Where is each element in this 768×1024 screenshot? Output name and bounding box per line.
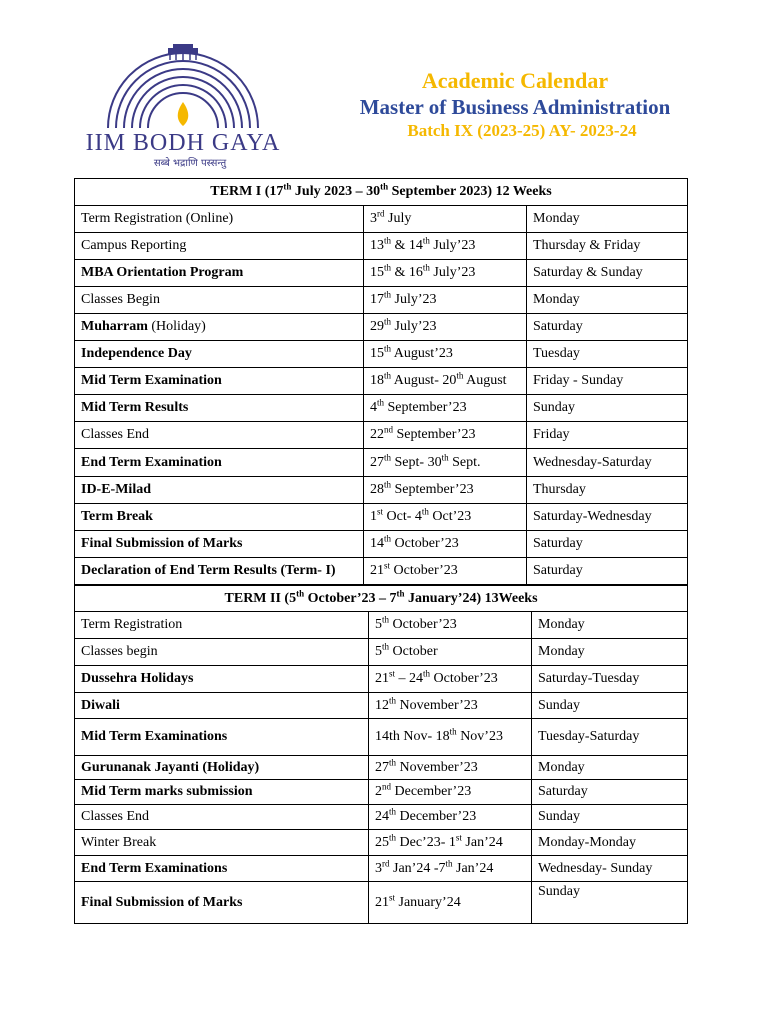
- event-cell: ID-E-Milad: [75, 477, 364, 504]
- table-row: [75, 477, 688, 504]
- batch-title: Batch IX (2023-25) AY- 2023-24: [407, 121, 637, 140]
- event-cell: Mid Term Results: [75, 395, 364, 422]
- event-cell: End Term Examination: [75, 449, 364, 477]
- event-cell: End Term Examinations: [75, 856, 369, 882]
- table-row: [75, 805, 688, 830]
- event-cell: Muharram (Holiday): [75, 314, 364, 341]
- day-cell: Wednesday-Saturday: [527, 449, 688, 477]
- day-cell: Saturday & Sunday: [527, 260, 688, 287]
- term-heading-row: [75, 586, 688, 612]
- date-cell: 2nd December’23: [369, 780, 532, 805]
- table-row: [75, 368, 688, 395]
- term2-table: [74, 585, 688, 924]
- page-title: Academic Calendar: [421, 68, 609, 93]
- logo-name: IIM BODH GAYA: [85, 130, 281, 156]
- logo-tagline: सब्बे भद्राणि पस्सन्तु: [153, 158, 227, 169]
- date-cell: 5th October’23: [369, 612, 532, 639]
- event-cell: Independence Day: [75, 341, 364, 368]
- day-cell: Friday: [527, 422, 688, 449]
- event-cell: Classes End: [75, 805, 369, 830]
- date-cell: 15th & 16th July’23: [364, 260, 527, 287]
- table-row: [75, 422, 688, 449]
- date-cell: 3rd July: [364, 206, 527, 233]
- event-cell: Term Registration: [75, 612, 369, 639]
- event-cell: Classes Begin: [75, 287, 364, 314]
- table-row: [75, 260, 688, 287]
- table-row: [75, 504, 688, 531]
- day-cell: Sunday: [532, 805, 688, 830]
- day-cell: Saturday: [527, 531, 688, 558]
- date-cell: 28th September’23: [364, 477, 527, 504]
- day-cell: Saturday: [527, 558, 688, 585]
- date-cell: 17th July’23: [364, 287, 527, 314]
- iim-bodh-gaya-logo: [78, 42, 288, 172]
- table-row: [75, 666, 688, 693]
- table-row: [75, 206, 688, 233]
- term1-table: [74, 178, 688, 585]
- day-cell: Monday: [527, 206, 688, 233]
- table-row: [75, 856, 688, 882]
- table-row: [75, 639, 688, 666]
- event-cell: Diwali: [75, 693, 369, 719]
- day-cell: Tuesday: [527, 341, 688, 368]
- table-row: [75, 756, 688, 780]
- table-row: [75, 719, 688, 756]
- date-cell: 25th Dec’23- 1st Jan’24: [369, 830, 532, 856]
- date-cell: 13th & 14th July’23: [364, 233, 527, 260]
- table-row: [75, 341, 688, 368]
- day-cell: Tuesday-Saturday: [532, 719, 688, 756]
- day-cell: Monday: [527, 287, 688, 314]
- table-row: [75, 395, 688, 422]
- table-row: [75, 780, 688, 805]
- term-heading-row: [75, 179, 688, 206]
- date-cell: 27th Sept- 30th Sept.: [364, 449, 527, 477]
- day-cell: Saturday-Wednesday: [527, 504, 688, 531]
- event-cell: Final Submission of Marks: [75, 882, 369, 924]
- event-cell: Mid Term marks submission: [75, 780, 369, 805]
- day-cell: Friday - Sunday: [527, 368, 688, 395]
- date-cell: 3rd Jan’24 -7th Jan’24: [369, 856, 532, 882]
- day-cell: Thursday & Friday: [527, 233, 688, 260]
- table-row: [75, 612, 688, 639]
- event-cell: Winter Break: [75, 830, 369, 856]
- day-cell: Monday: [532, 639, 688, 666]
- event-cell: Declaration of End Term Results (Term- I): [75, 558, 364, 585]
- day-cell: Saturday: [532, 780, 688, 805]
- event-cell: Final Submission of Marks: [75, 531, 364, 558]
- table-row: [75, 531, 688, 558]
- term-heading: TERM II (5th October’23 – 7th January’24) 13Weeks: [75, 586, 688, 612]
- date-cell: 21st January’24: [369, 882, 532, 924]
- day-cell: Saturday: [527, 314, 688, 341]
- day-cell: Sunday: [532, 882, 688, 924]
- header-titles: [340, 68, 690, 142]
- day-cell: Sunday: [527, 395, 688, 422]
- event-cell: Classes End: [75, 422, 364, 449]
- date-cell: 1st Oct- 4th Oct’23: [364, 504, 527, 531]
- day-cell: Wednesday- Sunday: [532, 856, 688, 882]
- day-cell: Thursday: [527, 477, 688, 504]
- event-cell: MBA Orientation Program: [75, 260, 364, 287]
- date-cell: 21st – 24th October’23: [369, 666, 532, 693]
- day-cell: Monday-Monday: [532, 830, 688, 856]
- date-cell: 18th August- 20th August: [364, 368, 527, 395]
- date-cell: 15th August’23: [364, 341, 527, 368]
- event-cell: Mid Term Examination: [75, 368, 364, 395]
- table-row: [75, 449, 688, 477]
- date-cell: 14th Nov- 18th Nov’23: [369, 719, 532, 756]
- day-cell: Monday: [532, 612, 688, 639]
- event-cell: Dussehra Holidays: [75, 666, 369, 693]
- day-cell: Saturday-Tuesday: [532, 666, 688, 693]
- table-row: [75, 558, 688, 585]
- table-row: [75, 287, 688, 314]
- table-row: [75, 233, 688, 260]
- program-title: Master of Business Administration: [359, 95, 671, 119]
- date-cell: 22nd September’23: [364, 422, 527, 449]
- event-cell: Gurunanak Jayanti (Holiday): [75, 756, 369, 780]
- date-cell: 27th November’23: [369, 756, 532, 780]
- event-cell: Campus Reporting: [75, 233, 364, 260]
- date-cell: 29th July’23: [364, 314, 527, 341]
- day-cell: Sunday: [532, 693, 688, 719]
- date-cell: 4th September’23: [364, 395, 527, 422]
- table-row: [75, 693, 688, 719]
- table-row: [75, 314, 688, 341]
- table-row: [75, 830, 688, 856]
- day-cell: Monday: [532, 756, 688, 780]
- event-cell: Classes begin: [75, 639, 369, 666]
- table-row: [75, 882, 688, 924]
- date-cell: 14th October’23: [364, 531, 527, 558]
- date-cell: 24th December’23: [369, 805, 532, 830]
- event-cell: Mid Term Examinations: [75, 719, 369, 756]
- event-cell: Term Break: [75, 504, 364, 531]
- date-cell: 12th November’23: [369, 693, 532, 719]
- term-heading: TERM I (17th July 2023 – 30th September 2023) 12 Weeks: [75, 179, 688, 206]
- date-cell: 5th October: [369, 639, 532, 666]
- date-cell: 21st October’23: [364, 558, 527, 585]
- event-cell: Term Registration (Online): [75, 206, 364, 233]
